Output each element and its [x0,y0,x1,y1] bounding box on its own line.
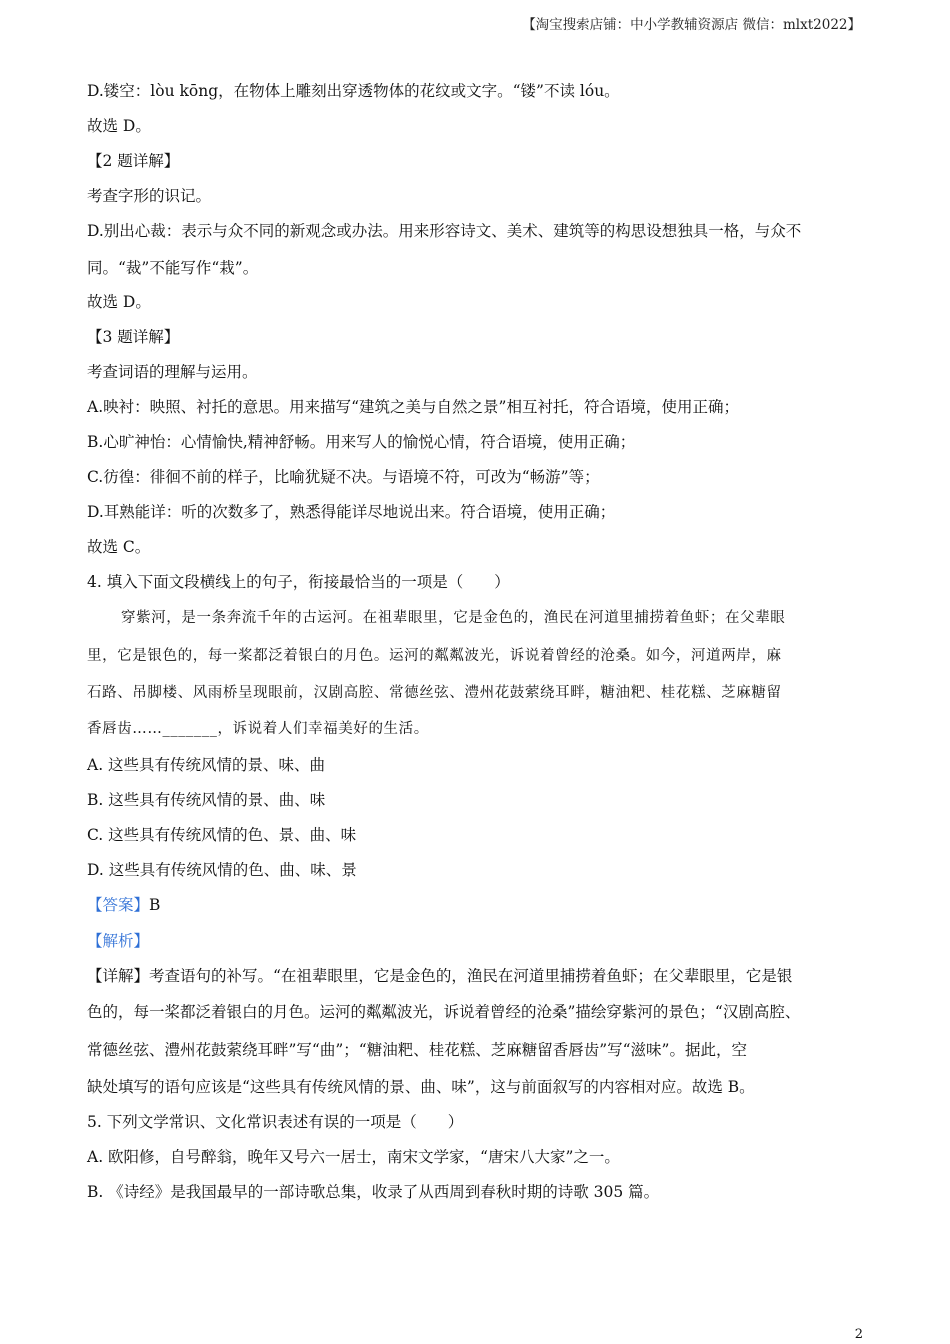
analysis-tag: 【解析】 [87,932,150,950]
text-line: B.心旷神怡：心情愉快,精神舒畅。用来写人的愉悦心情，符合语境，使用正确； [87,433,636,451]
option-d: D. 这些具有传统风情的色、曲、味、景 [87,861,357,879]
text-line: 考查词语的理解与运用。 [87,363,258,381]
detail-line: 色的，每一桨都泛着银白的月色。运河的粼粼波光，诉说着曾经的沧桑”描绘穿紫河的景色；“汉剧高腔、 [87,1003,801,1021]
option-c: C. 这些具有传统风情的色、景、曲、味 [87,826,357,844]
section-heading: 【2 题详解】 [87,152,180,170]
text-line: D.耳熟能详：听的次数多了，熟悉得能详尽地说出来。符合语境，使用正确； [87,503,616,521]
section-heading: 【3 题详解】 [87,328,180,346]
passage-line: 石路、吊脚楼、风雨桥呈现眼前，汉剧高腔、常德丝弦、澧州花鼓萦绕耳畔，糖油粑、桂花糕、芝麻糖留 [87,685,782,701]
passage-line: 香唇齿……_______，诉说着人们幸福美好的生活。 [87,721,429,737]
text-line: 故选 C。 [87,538,151,556]
question-5-stem: 5. 下列文学常识、文化常识表述有误的一项是（ ） [87,1113,464,1131]
option-b: B. 这些具有传统风情的景、曲、味 [87,791,326,809]
text-line: D.别出心裁：表示与众不同的新观念或办法。用来形容诗文、美术、建筑等的构思设想独具一格，与众不 [87,222,802,240]
option-a: A. 欧阳修，自号醉翁，晚年又号六一居士，南宋文学家，“唐宋八大家”之一。 [87,1148,620,1166]
question-4-stem: 4. 填入下面文段横线上的句子，衔接最恰当的一项是（ ） [87,573,510,591]
text-line: A.映衬：映照、衬托的意思。用来描写“建筑之美与自然之景”相互衬托，符合语境，使用正确； [87,398,739,416]
text-line: D.镂空：lòu kōng，在物体上雕刻出穿透物体的花纹或文字。“镂”不读 lóu。 [87,82,620,100]
text-line: 考查字形的识记。 [87,187,212,205]
answer-value: B [149,896,161,914]
page-number: 2 [854,1327,863,1342]
detail-line: 【详解】考查语句的补写。“在祖辈眼里，它是金色的，渔民在河道里捕捞着鱼虾；在父辈眼里，它是银 [87,967,793,985]
page-header: 【淘宝搜索店铺：中小学教辅资源店 微信：mlxt2022】 [522,17,861,33]
answer-tag: 【答案】 [87,896,150,914]
passage-line: 穿紫河，是一条奔流千年的古运河。在祖辈眼里，它是金色的，渔民在河道里捕捞着鱼虾；在父辈眼 [121,610,786,626]
option-a: A. 这些具有传统风情的景、味、曲 [87,756,326,774]
text-line: 故选 D。 [87,293,151,311]
passage-line: 里，它是银色的，每一桨都泛着银白的月色。运河的粼粼波光，诉说着曾经的沧桑。如今，河道两岸，麻 [87,648,782,664]
detail-line: 缺处填写的语句应该是“这些具有传统风情的景、曲、味”，这与前面叙写的内容相对应。故选 B。 [87,1078,755,1096]
option-b: B. 《诗经》是我国最早的一部诗歌总集，收录了从西周到春秋时期的诗歌 305 篇。 [87,1183,660,1201]
detail-line: 常德丝弦、澧州花鼓萦绕耳畔”写“曲”；“糖油粑、桂花糕、芝麻糖留香唇齿”写“滋味”。据此，空 [87,1041,747,1059]
text-line: 同。“裁”不能写作“栽”。 [87,259,259,277]
text-line: C.彷徨：徘徊不前的样子，比喻犹疑不决。与语境不符，可改为“畅游”等； [87,468,600,486]
answer-line [87,895,160,915]
text-line: 故选 D。 [87,117,151,135]
